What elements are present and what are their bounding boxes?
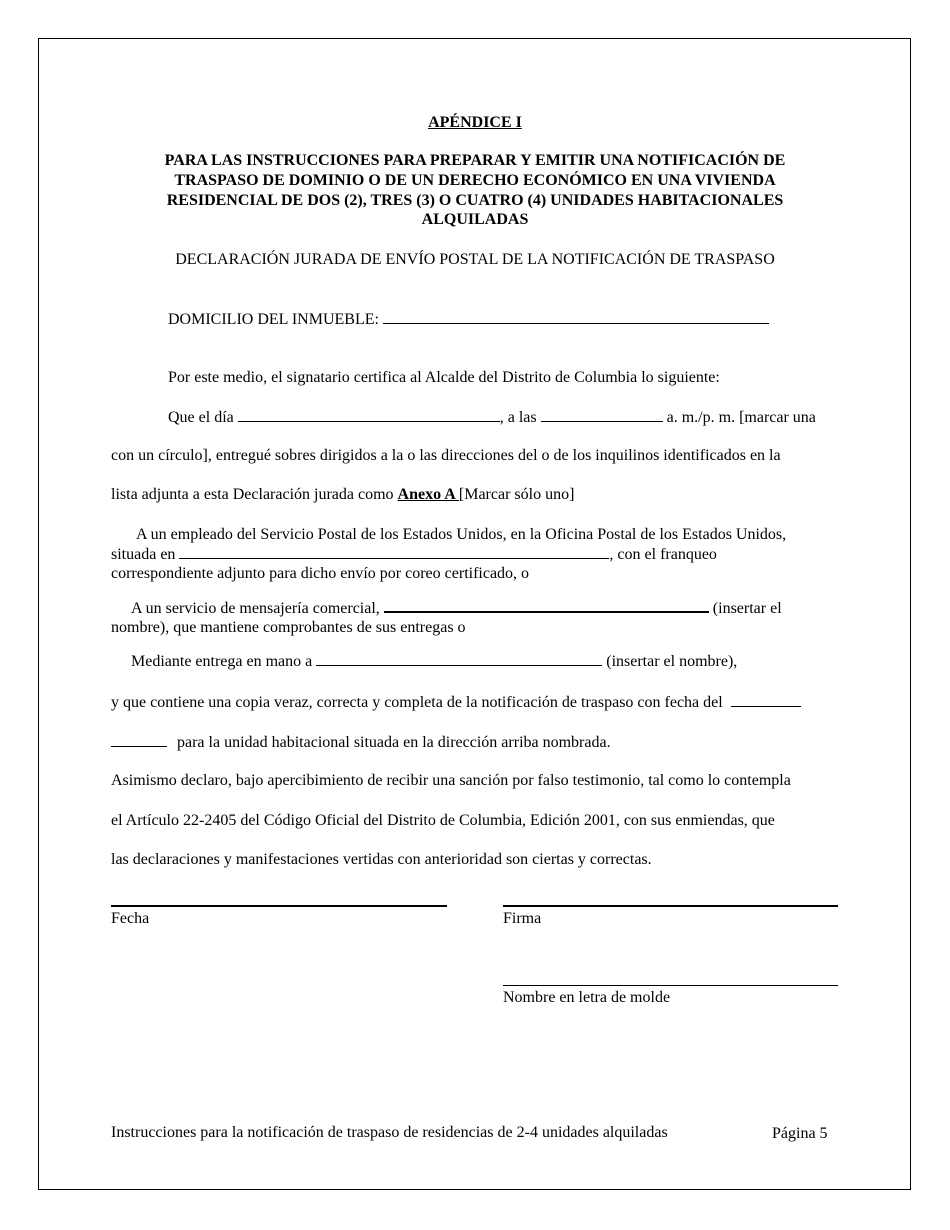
- intro-text: Por este medio, el signatario certifica al Alcalde del Distrito de Columbia lo siguiente:: [168, 369, 720, 386]
- date-signature-line[interactable]: [111, 905, 447, 907]
- situada-en-label: situada en: [111, 546, 176, 563]
- anexo-a-label: Anexo A: [397, 486, 459, 503]
- option3-post: (insertar el nombre),: [606, 653, 738, 670]
- para3-line1: Asimismo declaro, bajo apercibimiento de recibir una sanción por falso testimonio, tal como lo contempla: [111, 772, 791, 789]
- para1-line1: [168, 407, 816, 427]
- para1-line3-pre: lista adjunta a esta Declaración jurada como: [111, 486, 394, 503]
- que-el-dia-label: Que el día: [168, 409, 234, 426]
- para2-line2-text: para la unidad habitacional situada en la dirección arriba nombrada.: [177, 734, 611, 751]
- option2-post: (insertar el: [712, 600, 782, 617]
- date-day-field[interactable]: [238, 407, 500, 422]
- subtitle-line-4: ALQUILADAS: [421, 211, 529, 228]
- firma-signature-line[interactable]: [503, 905, 838, 907]
- am-pm-label: a. m./p. m. [marcar una: [666, 409, 816, 426]
- para2-line1: [111, 692, 801, 712]
- option2-label: A un servicio de mensajería comercial,: [131, 600, 380, 617]
- option1-line2: [111, 544, 717, 564]
- option2-line1[interactable]: [131, 597, 782, 618]
- subtitle-line-2: TRASPASO DE DOMINIO O DE UN DERECHO ECONÓMICO EN UNA VIVIENDA: [174, 172, 776, 189]
- time-field[interactable]: [541, 407, 663, 422]
- para3-line2: el Artículo 22-2405 del Código Oficial del Distrito de Columbia, Edición 2001, con sus enmiendas, que: [111, 812, 775, 829]
- option3-line[interactable]: [131, 651, 737, 671]
- fecha-label: Fecha: [111, 910, 150, 927]
- domicilio-row: [168, 309, 769, 329]
- option2-line2: nombre), que mantiene comprobantes de sus entregas o: [111, 619, 466, 636]
- domicilio-field[interactable]: [383, 309, 769, 324]
- para3-line3: las declaraciones y manifestaciones vertidas con anterioridad son ciertas y correctas.: [111, 851, 652, 868]
- footer-text: Instrucciones para la notificación de traspaso de residencias de 2-4 unidades alquiladas: [111, 1124, 668, 1141]
- page-number: Página 5: [772, 1125, 828, 1142]
- subtitle-line-1: PARA LAS INSTRUCCIONES PARA PREPARAR Y EMITIR UNA NOTIFICACIÓN DE: [164, 152, 786, 169]
- printed-name-line[interactable]: [503, 985, 838, 986]
- firma-label: Firma: [503, 910, 542, 927]
- domicilio-label: DOMICILIO DEL INMUEBLE:: [168, 311, 379, 328]
- option1-line1[interactable]: A un empleado del Servicio Postal de los Estados Unidos, en la Oficina Postal de los Estados Unidos,: [136, 526, 787, 543]
- post-office-location-field[interactable]: [179, 544, 609, 559]
- para2-line1-text: y que contiene una copia veraz, correcta y completa de la notificación de traspaso con fecha del: [111, 694, 723, 711]
- option3-label: Mediante entrega en mano a: [131, 653, 313, 670]
- courier-name-field[interactable]: [384, 597, 709, 613]
- marcar-solo-uno: [Marcar sólo uno]: [458, 486, 575, 503]
- a-las-label: , a las: [499, 409, 537, 426]
- notice-date-field-part1[interactable]: [731, 692, 801, 707]
- declaration-title: DECLARACIÓN JURADA DE ENVÍO POSTAL DE LA NOTIFICACIÓN DE TRASPASO: [175, 251, 775, 268]
- con-franqueo-label: , con el franqueo: [609, 546, 717, 563]
- option1-line3: correspondiente adjunto para dicho envío por coreo certificado, o: [111, 565, 530, 582]
- para1-line3: [111, 485, 574, 504]
- notice-date-field-part2[interactable]: [111, 732, 167, 747]
- hand-delivery-name-field[interactable]: [316, 651, 602, 666]
- page-title: APÉNDICE I: [428, 114, 522, 131]
- printed-name-label: Nombre en letra de molde: [503, 989, 671, 1006]
- para1-line2: con un círculo], entregué sobres dirigidos a la o las direcciones del o de los inquilinos identificados en la: [111, 447, 781, 464]
- subtitle-line-3: RESIDENCIAL DE DOS (2), TRES (3) O CUATRO (4) UNIDADES HABITACIONALES: [166, 192, 784, 209]
- para2-line2: [111, 732, 611, 752]
